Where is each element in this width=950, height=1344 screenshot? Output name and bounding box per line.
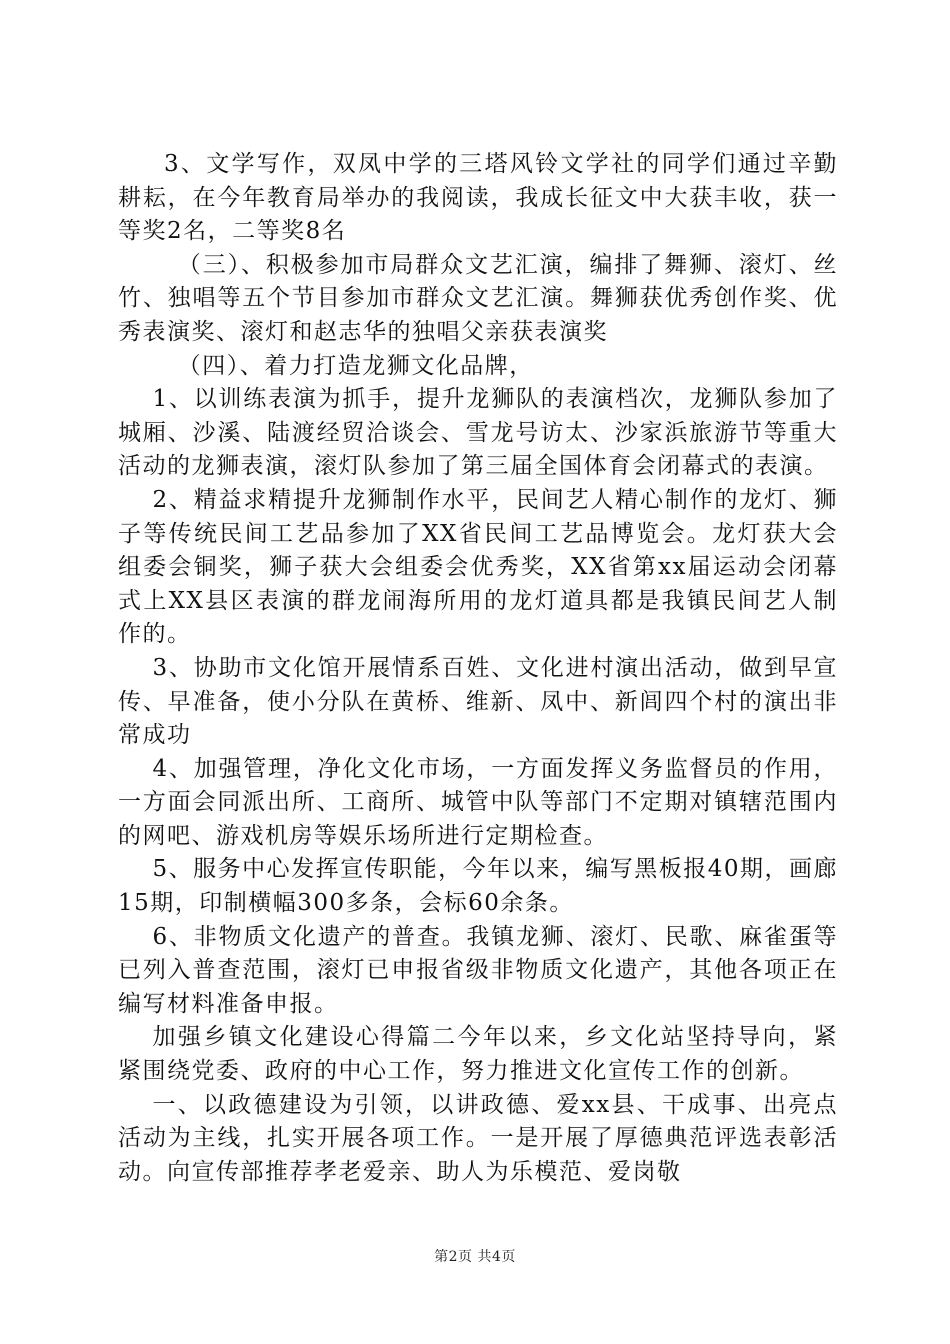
paragraph-section-four-heading: （四）、着力打造龙狮文化品牌， [177, 352, 534, 379]
paragraph-item-6: 6、非物质文化遗产的普查。我镇龙狮、滚灯、民歌、麻雀蛋等已列入普查范围，滚灯已申报省级非物质文化遗产，其他各项正在编写材料准备申报。 [118, 923, 838, 1017]
paragraph-literary-writing: 3、文学写作，双凤中学的三塔风铃文学社的同学们通过辛勤耕耘，在今年教育局举办的我阅读，我成长征文中大获丰收，获一等奖2名，二等奖8名 [118, 151, 838, 245]
paragraph-part-two-item-1: 一、以政德建设为引领，以讲政德、爱xx县、干成事、出亮点活动为主线，扎实开展各项工作。一是开展了厚德典范评选表彰活动。向宣传部推荐孝老爱亲、助人为乐模范、爱岗敬 [118, 1091, 838, 1185]
paragraph-part-two-intro: 加强乡镇文化建设心得篇二今年以来，乡文化站坚持导向，紧紧围绕党委、政府的中心工作，努力推进文化宣传工作的创新。 [118, 1024, 838, 1085]
document-body [118, 148, 838, 1189]
paragraph-item-4: 4、加强管理，净化文化市场，一方面发挥义务监督员的作用，一方面会同派出所、工商所、城管中队等部门不定期对镇辖范围内的网吧、游戏机房等娱乐场所进行定期检查。 [118, 755, 838, 849]
paragraph-item-2: 2、精益求精提升龙狮制作水平，民间艺人精心制作的龙灯、狮子等传统民间工艺品参加了XX省民间工艺品博览会。龙灯获大会组委会铜奖，狮子获大会组委会优秀奖，XX省第xx届运动会闭幕式上XX县区表演的群龙闹海所用的龙灯道具都是我镇民间艺人制作的。 [118, 486, 838, 648]
paragraph-item-3: 3、协助市文化馆开展情系百姓、文化进村演出活动，做到早宣传、早准备，使小分队在黄桥、维新、凤中、新闾四个村的演出非常成功 [118, 654, 838, 749]
paragraph-item-1: 1、以训练表演为抓手，提升龙狮队的表演档次，龙狮队参加了城厢、沙溪、陆渡经贸洽谈会、雪龙号访太、沙家浜旅游节等重大活动的龙狮表演，滚灯队参加了第三届全国体育会闭幕式的表演。 [118, 386, 838, 480]
page-footer: 第2页 共4页 [434, 1249, 516, 1265]
paragraph-item-5: 5、服务中心发挥宣传职能，今年以来，编写黑板报40期，画廊15期，印制横幅300多条，会标60余条。 [118, 856, 838, 917]
paragraph-section-three: （三）、积极参加市局群众文艺汇演，编排了舞狮、滚灯、丝竹、独唱等五个节目参加市群众文艺汇演。舞狮获优秀创作奖、优秀表演奖、滚灯和赵志华的独唱父亲获表演奖 [118, 251, 838, 345]
